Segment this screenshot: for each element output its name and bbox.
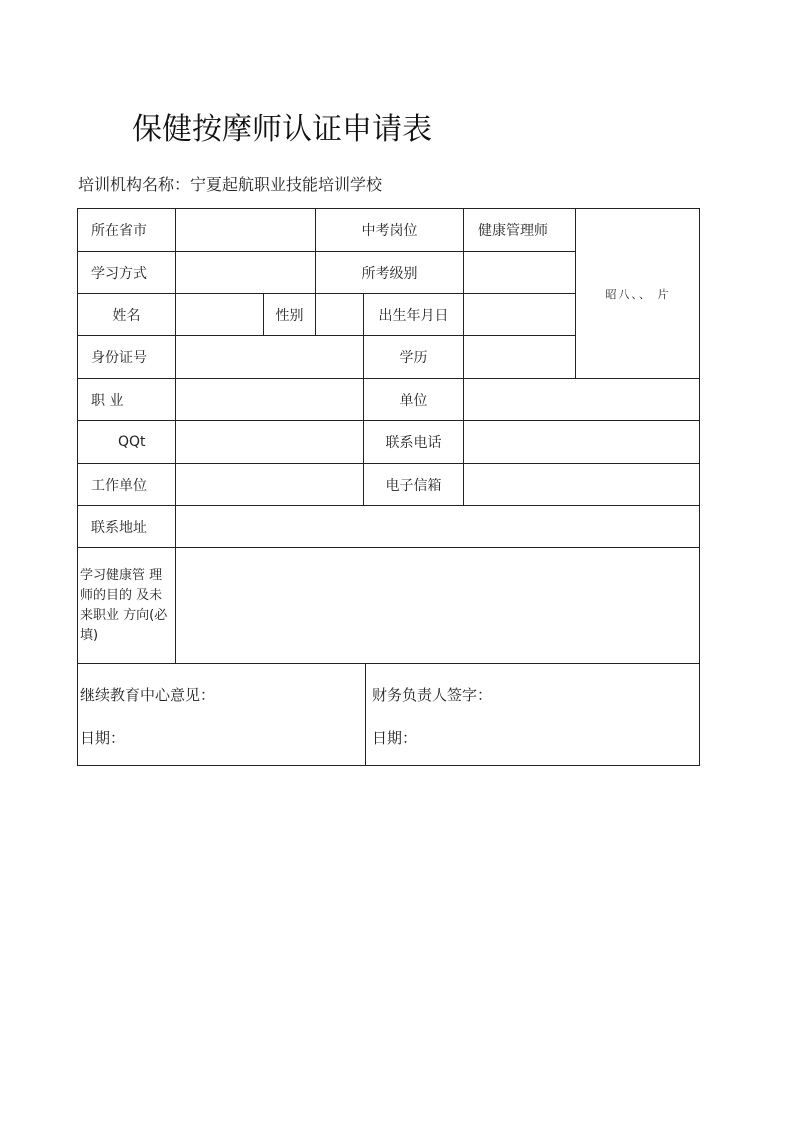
purpose-label-line: 填) — [80, 628, 99, 643]
education-field[interactable] — [463, 335, 575, 378]
name-field[interactable] — [175, 293, 263, 335]
exam-post-value[interactable]: 健康管理师 — [463, 208, 575, 251]
occupation-label: 职 业 — [77, 378, 175, 420]
phone-label: 联系电话 — [363, 420, 463, 463]
employer-label: 工作单位 — [77, 463, 175, 505]
center-opinion-section[interactable] — [77, 663, 365, 766]
purpose-label-line: 学习健康管 理 — [80, 568, 163, 583]
qq-label: QQt — [77, 420, 175, 463]
address-field[interactable] — [175, 505, 700, 547]
study-method-field[interactable] — [175, 251, 315, 293]
training-organization: 培训机构名称：宁夏起航职业技能培训学校 — [78, 175, 383, 194]
finance-date-label: 日期： — [372, 729, 418, 747]
province-city-label: 所在省市 — [77, 208, 175, 251]
purpose-label-line: 师的目的 及未 — [80, 588, 163, 603]
phone-field[interactable] — [463, 420, 700, 463]
exam-level-field[interactable] — [463, 251, 575, 293]
purpose-field[interactable] — [175, 547, 700, 663]
purpose-label — [77, 547, 175, 663]
gender-label: 性别 — [263, 293, 315, 335]
work-unit-short-field[interactable] — [463, 378, 700, 420]
province-city-field[interactable] — [175, 208, 315, 251]
center-opinion-label: 继续教育中心意见： — [80, 686, 216, 704]
email-label: 电子信箱 — [363, 463, 463, 505]
id-number-field[interactable] — [175, 335, 363, 378]
name-label: 姓名 — [77, 293, 175, 335]
purpose-label-line: 来职业 方向(必 — [80, 608, 168, 623]
photo-box[interactable]: 昭八、、 片 — [575, 208, 700, 378]
birth-date-label: 出生年月日 — [363, 293, 463, 335]
application-form-table — [77, 208, 700, 766]
gender-field[interactable] — [315, 293, 363, 335]
birth-date-field[interactable] — [463, 293, 575, 335]
occupation-field[interactable] — [175, 378, 363, 420]
finance-sign-label: 财务负责人签字： — [372, 686, 493, 704]
employer-field[interactable] — [175, 463, 363, 505]
exam-level-label: 所考级别 — [315, 251, 463, 293]
form-title: 保健按摩师认证申请表 — [132, 112, 432, 147]
study-method-label: 学习方式 — [77, 251, 175, 293]
center-date-label: 日期： — [80, 729, 126, 747]
email-field[interactable] — [463, 463, 700, 505]
exam-post-label: 中考岗位 — [315, 208, 463, 251]
finance-sign-section[interactable] — [365, 663, 700, 766]
id-number-label: 身份证号 — [77, 335, 175, 378]
education-label: 学历 — [363, 335, 463, 378]
work-unit-short-label: 单位 — [363, 378, 463, 420]
address-label: 联系地址 — [77, 505, 175, 547]
qq-field[interactable] — [175, 420, 363, 463]
